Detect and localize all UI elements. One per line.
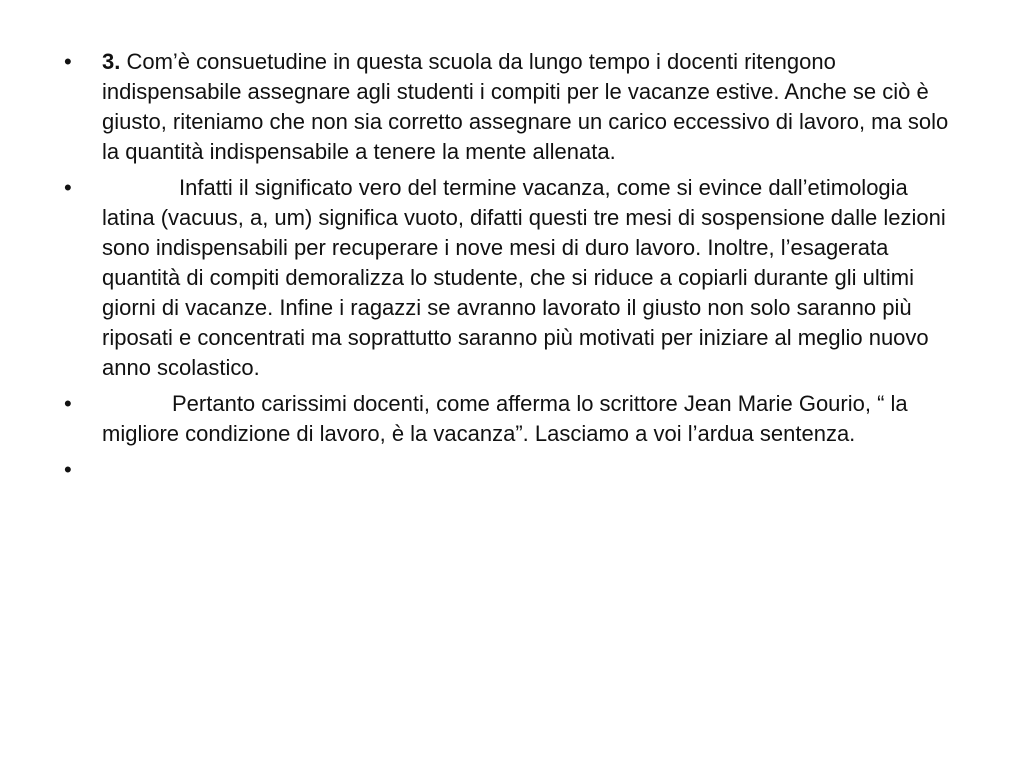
bullet-item-1	[60, 47, 960, 167]
bullet-item-3	[60, 389, 960, 449]
bullet-text-3: Pertanto carissimi docenti, come afferma lo scrittore Jean Marie Gourio, “ la migliore condizione di lavoro, è la vacanza”. Lasciamo a voi l’ardua sentenza.	[102, 391, 908, 446]
bullet-text-1: Com’è consuetudine in questa scuola da lungo tempo i docenti ritengono indispensabile assegnare agli studenti i compiti per le vacanze estive. Anche se ciò è giusto, riteniamo che non sia corretto assegnare un carico eccessivo di lavoro, ma solo la quantità indispensabile a tenere la mente allenata.	[102, 49, 949, 164]
bullet-list	[60, 47, 960, 491]
bullet-dot-icon: •	[64, 391, 72, 416]
bullet-dot-icon: •	[64, 49, 72, 74]
item-number: 3.	[102, 49, 121, 74]
bullet-text-2: Infatti il significato vero del termine vacanza, come si evince dall’etimologia latina (vacuus, a, um) significa vuoto, difatti questi tre mesi di sospensione dalle lezioni sono indispensabili per recuperare i nove mesi di duro lavoro. Inoltre, l’esagerata quantità di compiti demoralizza lo studente, che si riduce a copiarli durante gli ultimi giorni di vacanze. Infine i ragazzi se avranno lavorato il giusto non solo saranno più riposati e concentrati ma soprattutto saranno più motivati per iniziare al meglio nuovo anno scolastico.	[102, 175, 946, 380]
bullet-item-4	[60, 455, 960, 485]
bullet-dot-icon: •	[64, 175, 72, 200]
bullet-item-2	[60, 173, 960, 383]
bullet-dot-icon: •	[64, 457, 72, 482]
